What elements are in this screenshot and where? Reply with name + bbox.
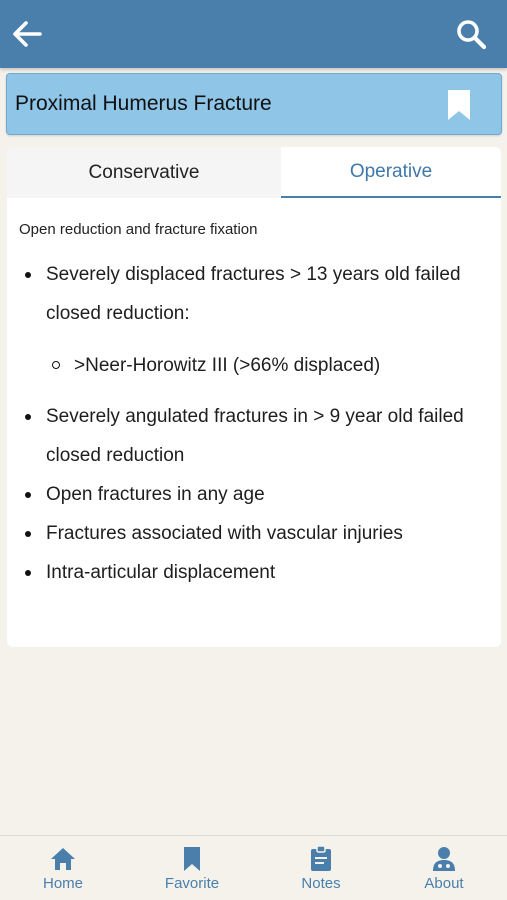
search-button[interactable] — [453, 16, 489, 52]
doctor-icon — [432, 846, 456, 872]
tab-conservative[interactable]: Conservative — [7, 147, 281, 198]
list-item-line: closed reduction — [46, 445, 185, 466]
page-title: Proximal Humerus Fracture — [15, 92, 272, 115]
bookmark-icon — [182, 846, 202, 872]
list-item-line: Open fractures in any age — [46, 484, 265, 505]
back-button[interactable] — [10, 18, 44, 50]
list-item-line: Severely angulated fractures in > 9 year old failed — [46, 406, 464, 427]
search-icon — [455, 18, 487, 50]
clipboard-icon — [310, 846, 332, 872]
list-item-line: Severely displaced fractures > 13 years old failed — [46, 264, 461, 285]
list-item — [46, 397, 486, 475]
section-intro: Open reduction and fracture fixation — [19, 221, 258, 238]
list-item — [46, 255, 486, 333]
arrow-left-icon — [12, 21, 42, 47]
bookmark-button[interactable] — [445, 88, 473, 122]
list-item-line: Fractures associated with vascular injuries — [46, 523, 403, 544]
content-card — [7, 147, 501, 647]
home-icon — [50, 847, 76, 871]
bookmark-icon — [445, 88, 473, 122]
nav-favorite[interactable] — [129, 836, 255, 900]
sub-list-item: >Neer-Horowitz III (>66% displaced) — [74, 346, 380, 385]
nav-label: Home — [42, 875, 83, 892]
bottom-nav — [0, 835, 507, 900]
nav-about[interactable] — [381, 836, 507, 900]
tab-operative[interactable]: Operative — [281, 147, 501, 198]
list-item — [46, 475, 486, 514]
list-item — [46, 514, 486, 553]
list-item-line: closed reduction: — [46, 303, 190, 324]
nav-label: About — [424, 875, 464, 892]
nav-label: Favorite — [164, 875, 220, 892]
topic-title-card — [6, 73, 502, 135]
list-item-line: Intra-articular displacement — [46, 562, 276, 583]
app-bar — [0, 0, 507, 68]
nav-home[interactable] — [0, 836, 126, 900]
list-item — [46, 553, 486, 592]
tab-bar — [7, 147, 501, 198]
nav-label: Notes — [301, 875, 341, 892]
nav-notes[interactable] — [258, 836, 384, 900]
